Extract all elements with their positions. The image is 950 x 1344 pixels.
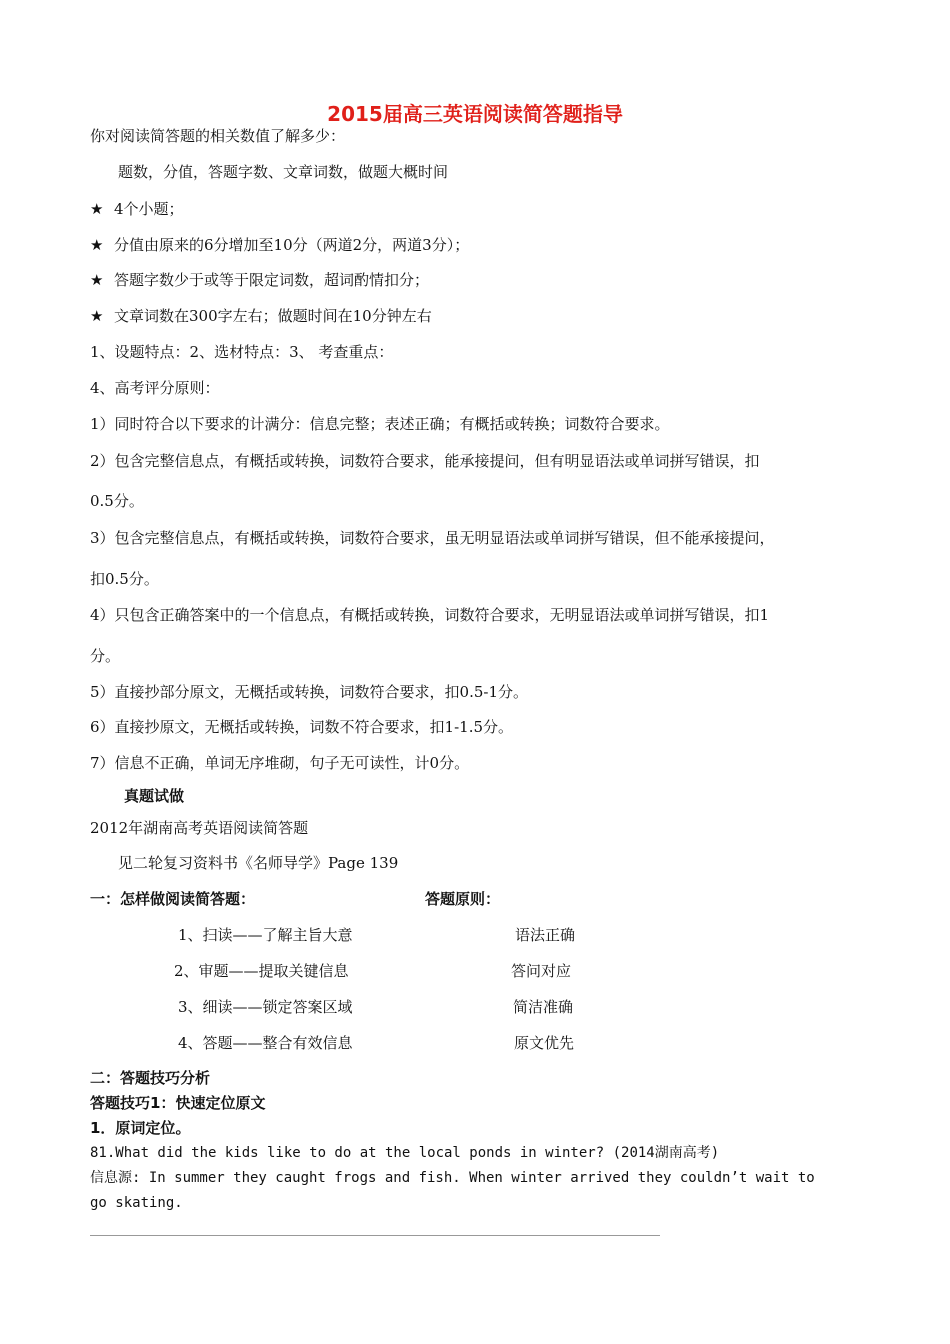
rule-3-cont: 扣0.5分。 xyxy=(90,570,159,588)
star-item-text: 文章词数在300字左右；做题时间在10分钟左右 xyxy=(114,307,432,325)
star-item-text: 答题字数少于或等于限定词数，超词酌情扣分； xyxy=(114,271,430,289)
rule-7: 7）信息不正确，单词无序堆砌，句子无可读性，计0分。 xyxy=(90,754,470,772)
principle-item: 答问对应 xyxy=(511,962,572,980)
intro-items: 题数，分值，答题字数、文章词数，做题大概时间 xyxy=(118,163,449,181)
rule-1: 1）同时符合以下要求的计满分：信息完整；表述正确；有概括或转换；词数符合要求。 xyxy=(90,415,670,433)
document-title: 2015届高三英语阅读简答题指导 xyxy=(327,102,623,126)
rule-3: 3）包含完整信息点，有概括或转换，词数符合要求，虽无明显语法或单词拼写错误，但不能承接提问， xyxy=(90,529,775,547)
info-source-cont: go skating. xyxy=(90,1195,183,1211)
practice-heading: 真题试做 xyxy=(124,787,185,805)
star-item xyxy=(90,235,469,255)
star-item-text: 分值由原来的6分增加至10分（两道2分，两道3分）； xyxy=(114,236,470,254)
rule-4-cont: 分。 xyxy=(90,647,121,665)
star-icon: ★ xyxy=(90,200,104,218)
rule-2-cont: 0.5分。 xyxy=(90,492,144,510)
principles-heading: 答题原则： xyxy=(425,890,501,908)
practice-exam: 2012年湖南高考英语阅读简答题 xyxy=(90,819,309,837)
section-1-heading: 一：怎样做阅读简答题： xyxy=(90,890,256,908)
principle-item: 简洁准确 xyxy=(513,998,574,1016)
step-item: 3、细读——锁定答案区域 xyxy=(178,998,353,1016)
scoring-title: 4、高考评分原则： xyxy=(90,379,220,397)
question-81: 81.What did the kids like to do at the local ponds in winter? (2014湖南高考) xyxy=(90,1145,720,1161)
star-icon: ★ xyxy=(90,236,104,254)
star-item xyxy=(90,306,432,326)
principle-item: 原文优先 xyxy=(514,1034,575,1052)
star-icon: ★ xyxy=(90,271,104,289)
step-item: 4、答题——整合有效信息 xyxy=(178,1034,353,1052)
star-item xyxy=(90,199,184,219)
rule-2: 2）包含完整信息点，有概括或转换，词数符合要求，能承接提问，但有明显语法或单词拼写错误，扣 xyxy=(90,452,760,470)
rule-4: 4）只包含正确答案中的一个信息点，有概括或转换，词数符合要求，无明显语法或单词拼写错误，扣1 xyxy=(90,606,770,624)
star-item-text: 4个小题； xyxy=(114,200,184,218)
rule-5: 5）直接抄部分原文，无概括或转换，词数符合要求，扣0.5-1分。 xyxy=(90,683,529,701)
rule-6: 6）直接抄原文，无概括或转换，词数不符合要求，扣1-1.5分。 xyxy=(90,718,514,736)
intro-question: 你对阅读简答题的相关数值了解多少： xyxy=(90,127,346,145)
star-icon: ★ xyxy=(90,307,104,325)
star-item xyxy=(90,270,429,290)
footer-divider xyxy=(90,1235,660,1236)
practice-reference: 见二轮复习资料书《名师导学》Page 139 xyxy=(118,854,399,872)
skill-1-heading: 答题技巧1：快速定位原文 xyxy=(90,1094,266,1112)
features-line: 1、设题特点：2、选材特点：3、 考查重点： xyxy=(90,343,394,361)
step-item: 1、扫读——了解主旨大意 xyxy=(178,926,353,944)
info-source: 信息源: In summer they caught frogs and fish. When winter arrived they couldn’t wait to xyxy=(90,1170,815,1186)
point-1-heading: 1．原词定位。 xyxy=(90,1119,191,1137)
step-item: 2、审题——提取关键信息 xyxy=(174,962,349,980)
principle-item: 语法正确 xyxy=(515,926,576,944)
section-2-heading: 二：答题技巧分析 xyxy=(90,1069,211,1087)
